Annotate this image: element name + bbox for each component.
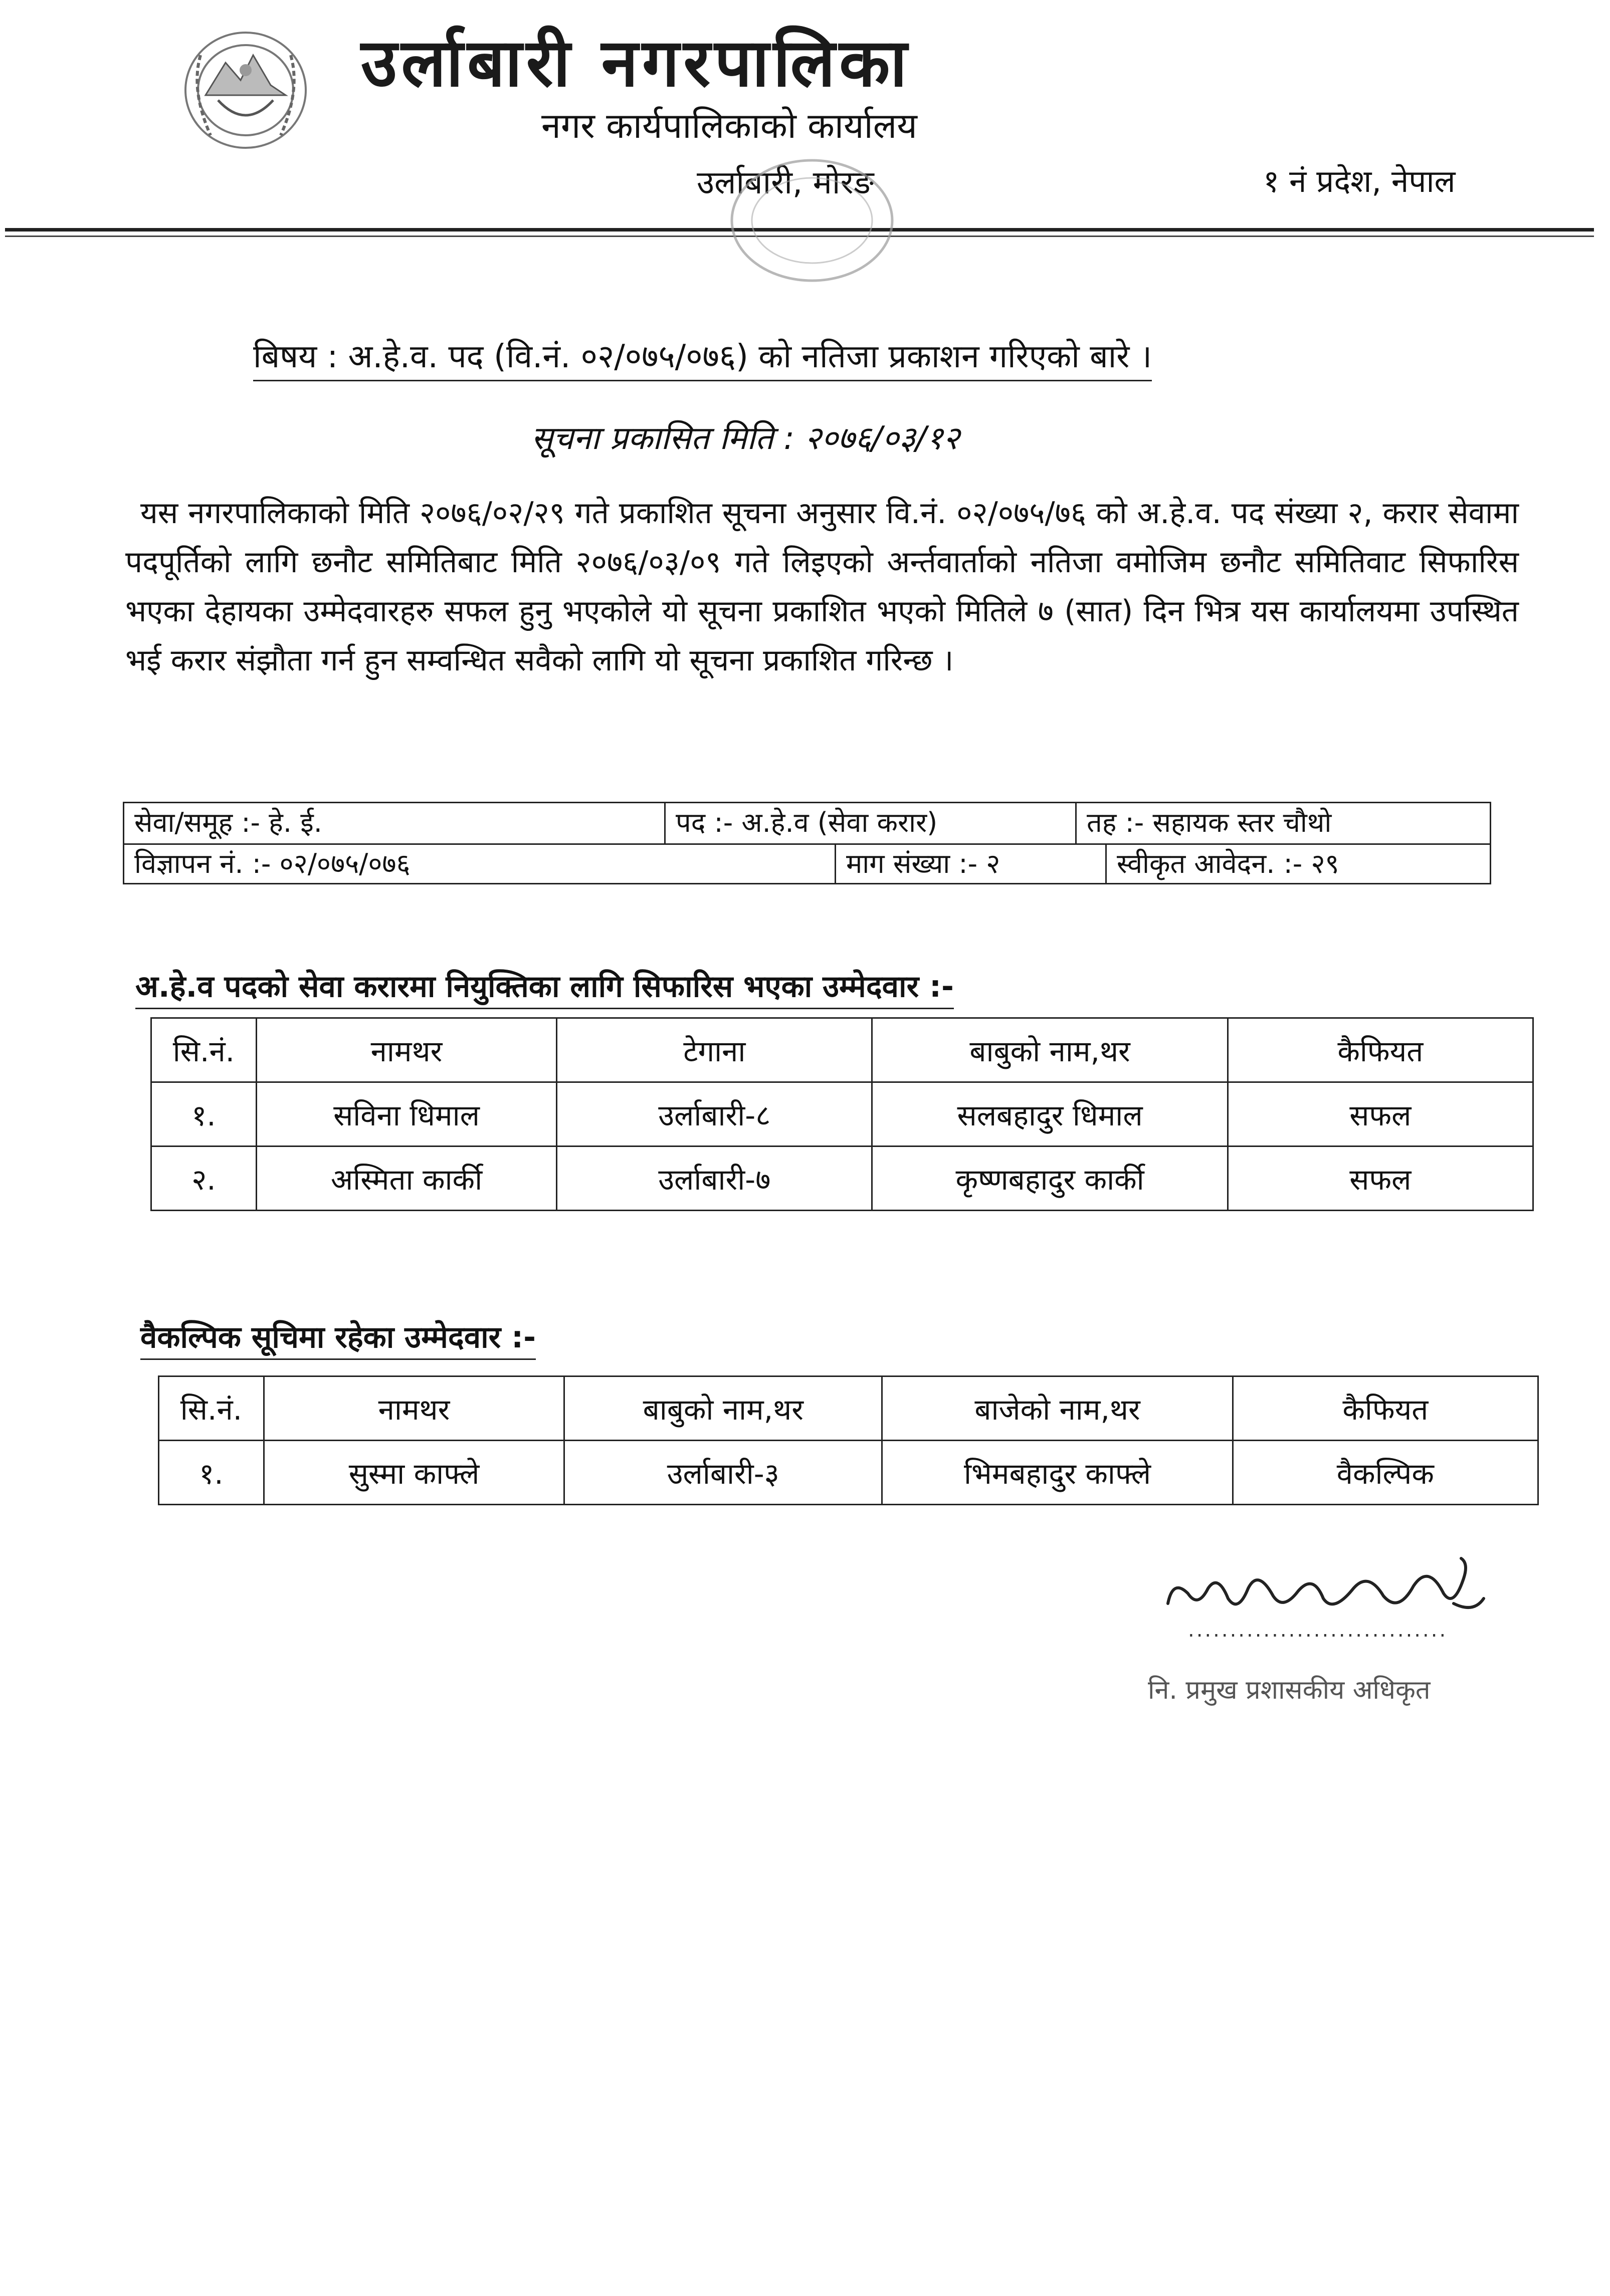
office-stamp — [707, 150, 917, 301]
signature-line: ............................... — [1188, 1619, 1448, 1642]
office-name: नगर कार्यपालिकाको कार्यालय — [541, 105, 917, 146]
column-header: टेगाना — [557, 1018, 872, 1082]
serial-cell: १. — [151, 1082, 257, 1146]
info-row — [124, 803, 1490, 845]
column-header: नामथर — [256, 1018, 556, 1082]
recommended-table — [150, 1017, 1534, 1211]
demand-count: माग संख्या :- २ — [836, 844, 1107, 884]
column-header: बाजेको नाम,थर — [882, 1376, 1233, 1441]
alternate-heading: वैकल्पिक सूचिमा रहेका उम्मेदवार :- — [140, 1315, 536, 1360]
name-cell: सविना धिमाल — [256, 1082, 556, 1146]
table-header-row — [159, 1376, 1538, 1441]
column-header: बाबुको नाम,थर — [872, 1018, 1228, 1082]
table-header-row — [151, 1018, 1533, 1082]
nepal-emblem-icon — [170, 15, 321, 160]
ad-number: विज्ञापन नं. :- ०२/०७५/०७६ — [124, 844, 836, 884]
service-group: सेवा/समूह :- हे. ई. — [124, 803, 666, 843]
address-cell: उर्लाबारी-७ — [557, 1146, 872, 1211]
post-level: तह :- सहायक स्तर चौथो — [1087, 807, 1332, 838]
accepted-applications: स्वीकृत आवेदन. :- २९ — [1117, 848, 1339, 879]
alternate-table — [158, 1375, 1539, 1505]
province-label: १ नं प्रदेश, नेपाल — [1263, 163, 1456, 199]
remarks-cell: वैकल्पिक — [1233, 1441, 1538, 1505]
serial-cell: १. — [159, 1441, 264, 1505]
signatory-title: नि. प्रमुख प्रशासकीय अधिकृत — [1148, 1675, 1431, 1705]
father-name-cell: सलबहादुर धिमाल — [872, 1082, 1228, 1146]
info-row — [124, 844, 1490, 884]
column-header: कैफियत — [1228, 1018, 1533, 1082]
name-cell: सुस्मा काफ्ले — [264, 1441, 564, 1505]
column-header: नामथर — [264, 1376, 564, 1441]
recommended-heading: अ.हे.व पदको सेवा करारमा नियुक्तिका लागि सिफारिस भएका उम्मेदवार :- — [135, 965, 954, 1009]
table-row — [159, 1441, 1538, 1505]
published-date: सूचना प्रकासित मिति : २०७६/०३/१२ — [531, 420, 960, 457]
office-address: उर्लाबारी, मोरङ — [697, 164, 874, 201]
post-info-table — [123, 802, 1491, 884]
column-header: कैफियत — [1233, 1376, 1538, 1441]
serial-cell: २. — [151, 1146, 257, 1211]
column-header: सि.नं. — [151, 1018, 257, 1082]
father-name-cell: उर्लाबारी-३ — [564, 1441, 882, 1505]
notice-body: यस नगरपालिकाको मिति २०७६/०२/२९ गते प्रकाशित सूचना अनुसार वि.नं. ०२/०७५/७६ को अ.हे.व. पद संख्या २, करार सेवामा पदपूर्तिको लागि छनौट समितिबाट मिति २०७६/०३/०९ गते लिइएको अर्न्तवार्ताको नतिजा वमोजिम छनौट समितिवाट सिफारिस भएका देहायका उम्मेदवारहरु सफल हुनु भएकोले यो सूचना प्रकाशित भएको मितिले ७ (सात) दिन भित्र यस कार्यालयमा उपस्थित भई करार संझौता गर्न हुन सम्वन्धित सवैको लागि यो सूचना प्रकाशित गरिन्छ । — [125, 496, 1519, 678]
post-name: पद :- अ.हे.व (सेवा करार) — [666, 803, 1077, 843]
table-row — [151, 1082, 1533, 1146]
column-header: सि.नं. — [159, 1376, 264, 1441]
remarks-cell: सफल — [1228, 1146, 1533, 1211]
column-header: बाबुको नाम,थर — [564, 1376, 882, 1441]
org-title: उर्लाबारी नगरपालिका — [361, 25, 911, 102]
name-cell: अस्मिता कार्की — [256, 1146, 556, 1211]
father-name-cell: कृष्णबहादुर कार्की — [872, 1146, 1228, 1211]
subject-line: बिषय : अ.हे.व. पद (वि.नं. ०२/०७५/०७६) को नतिजा प्रकाशन गरिएको बारे । — [253, 333, 1152, 381]
remarks-cell: सफल — [1228, 1082, 1533, 1146]
address-cell: उर्लाबारी-८ — [557, 1082, 872, 1146]
grandfather-name-cell: भिमबहादुर काफ्ले — [882, 1441, 1233, 1505]
table-row — [151, 1146, 1533, 1211]
